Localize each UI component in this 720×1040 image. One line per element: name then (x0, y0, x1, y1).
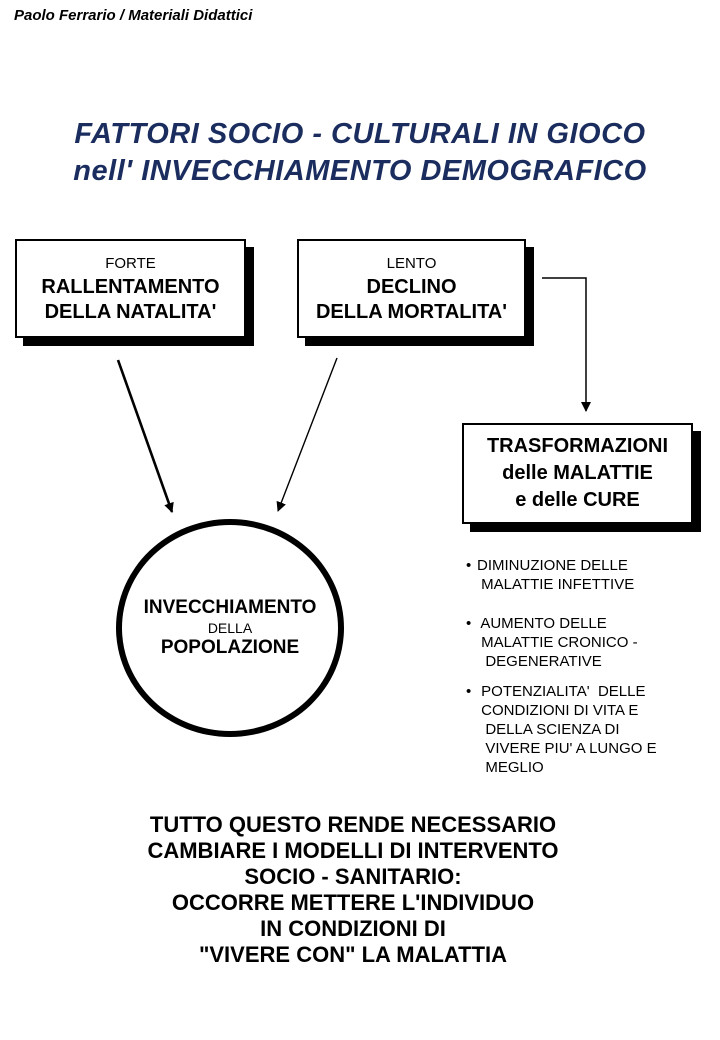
page-title (0, 116, 720, 190)
circle-line-3: POPOLAZIONE (160, 637, 300, 658)
circle-line-1: INVECCHIAMENTO (143, 597, 317, 618)
list-item-diminuzione (466, 556, 710, 594)
box-trasformazioni-line-2: delle MALATTIE (502, 462, 653, 484)
arrow-mortalita-to-trasformazioni-icon (542, 278, 586, 411)
box-natalita-line-3: DELLA NATALITA' (44, 301, 217, 323)
circle-invecchiamento-popolazione (116, 519, 344, 737)
box-forte-rallentamento-natalita (15, 239, 246, 338)
list-item-potenzialita (466, 682, 710, 777)
circle-line-2: DELLA (207, 620, 253, 636)
conclusion-line-2: CAMBIARE I MODELLI DI INTERVENTO (147, 838, 559, 863)
bullet-icon: • (466, 615, 472, 632)
title-line-1: FATTORI SOCIO - CULTURALI IN GIOCO (74, 118, 646, 150)
box-mortalita-line-2: DECLINO (366, 276, 457, 298)
conclusion-line-6: "VIVERE CON" LA MALATTIA (198, 942, 508, 967)
box-mortalita-qualifier: LENTO (386, 255, 437, 272)
list-item-text: POTENZIALITA' DELLE CONDIZIONI DI VITA E DELLA SCIENZA DI VIVERE PIU' A LUNGO E MEGLIO (477, 683, 657, 776)
bullet-icon: • (466, 683, 472, 700)
list-item-aumento (466, 614, 710, 671)
arrow-natalita-to-aging-icon (118, 360, 172, 512)
box-trasformazioni-line-1: TRASFORMAZIONI (486, 435, 669, 457)
bullet-list (466, 556, 710, 777)
box-trasformazioni-malattie-cure (462, 423, 693, 524)
list-item-text: AUMENTO DELLE MALATTIE CRONICO - DEGENERATIVE (477, 615, 638, 670)
conclusion-line-1: TUTTO QUESTO RENDE NECESSARIO (149, 812, 557, 837)
box-mortalita-line-3: DELLA MORTALITA' (315, 301, 507, 323)
conclusion-text (0, 812, 706, 968)
conclusion-line-3: SOCIO - SANITARIO: (244, 864, 462, 889)
box-trasformazioni-line-3: e delle CURE (515, 489, 640, 511)
box-lento-declino-mortalita (297, 239, 526, 338)
conclusion-line-4: OCCORRE METTERE L'INDIVIDUO (171, 890, 535, 915)
list-item-text: DIMINUZIONE DELLE MALATTIE INFETTIVE (477, 557, 635, 593)
box-natalita-line-2: RALLENTAMENTO (41, 276, 220, 298)
title-line-2: nell' INVECCHIAMENTO DEMOGRAFICO (73, 155, 647, 187)
arrow-mortalita-to-aging-icon (278, 358, 337, 511)
box-natalita-qualifier: FORTE (105, 255, 156, 272)
bullet-icon: • (466, 557, 472, 574)
author-credit: Paolo Ferrario / Materiali Didattici (14, 7, 253, 24)
conclusion-line-5: IN CONDIZIONI DI (260, 916, 446, 941)
